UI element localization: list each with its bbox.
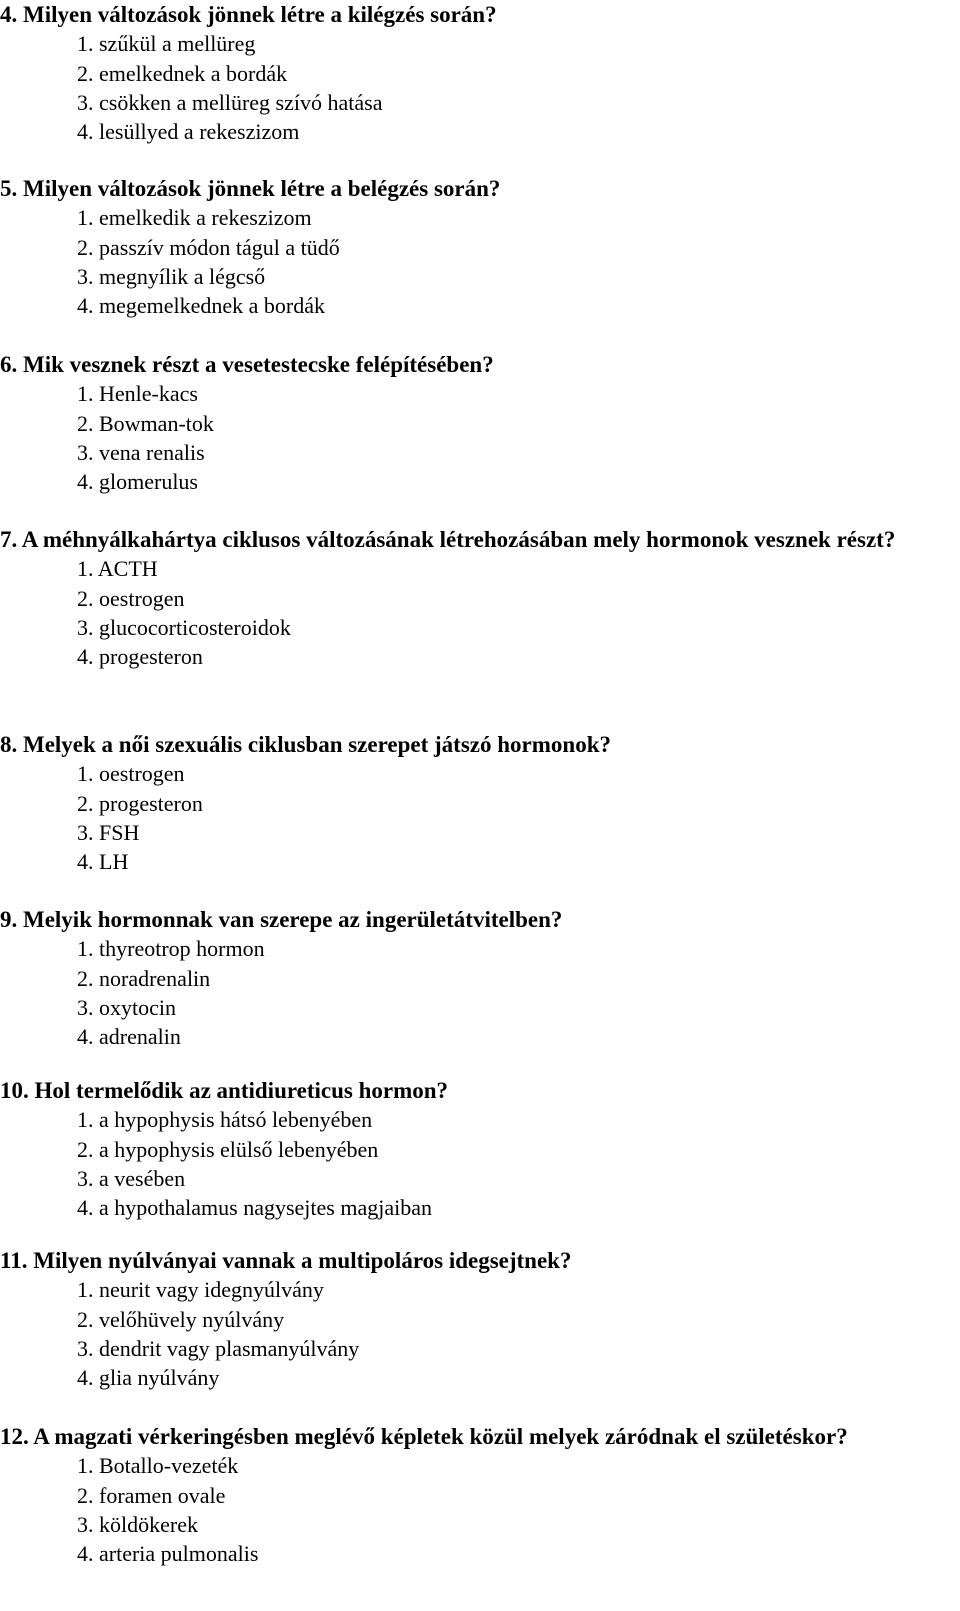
question-title: 5. Milyen változások jönnek létre a belégzés során? <box>0 176 501 201</box>
answer-option: 3. a vesében <box>77 1165 186 1191</box>
question-5 <box>0 174 950 320</box>
answer-option: 3. csökken a mellüreg szívó hatása <box>77 89 383 115</box>
question-title: 9. Melyik hormonnak van szerepe az ingerületátvitelben? <box>0 907 563 932</box>
answer-option: 3. glucocorticosteroidok <box>77 614 291 640</box>
question-7 <box>0 525 950 671</box>
answer-option: 3. FSH <box>77 819 140 845</box>
answer-option: 1. ACTH <box>77 556 158 582</box>
question-title: 7. A méhnyálkahártya ciklusos változásának létrehozásában mely hormonok vesznek részt? <box>0 527 896 552</box>
question-title: 12. A magzati vérkeringésben meglévő képletek közül melyek záródnak el születéskor? <box>0 1424 848 1449</box>
answer-option: 4. glomerulus <box>77 469 198 495</box>
answer-option: 4. LH <box>77 849 129 875</box>
question-4 <box>0 0 950 146</box>
answer-option: 2. progesteron <box>77 790 203 816</box>
answer-option: 1. neurit vagy idegnyúlvány <box>77 1277 324 1303</box>
answer-option: 3. köldökerek <box>77 1511 198 1537</box>
answer-option: 1. Botallo-vezeték <box>77 1453 239 1479</box>
question-10 <box>0 1076 950 1222</box>
answer-option: 1. emelkedik a rekeszizom <box>77 205 312 231</box>
answer-option: 2. velőhüvely nyúlvány <box>77 1306 285 1332</box>
answer-option: 3. dendrit vagy plasmanyúlvány <box>77 1335 360 1361</box>
answer-option: 1. a hypophysis hátsó lebenyében <box>77 1107 373 1133</box>
answer-option: 4. megemelkednek a bordák <box>77 293 326 319</box>
answer-option: 4. arteria pulmonalis <box>77 1541 259 1567</box>
question-9 <box>0 905 950 1051</box>
answer-option: 4. glia nyúlvány <box>77 1365 220 1391</box>
answer-option: 1. oestrogen <box>77 761 185 787</box>
answer-option: 2. foramen ovale <box>77 1482 226 1508</box>
question-title: 6. Mik vesznek részt a vesetestecske felépítésében? <box>0 352 494 377</box>
answer-option: 4. progesteron <box>77 644 203 670</box>
answer-option: 2. Bowman-tok <box>77 410 214 436</box>
answer-option: 3. megnyílik a légcső <box>77 263 266 289</box>
question-title: 8. Melyek a női szexuális ciklusban szerepet játszó hormonok? <box>0 732 611 757</box>
answer-option: 1. thyreotrop hormon <box>77 936 265 962</box>
answer-option: 2. a hypophysis elülső lebenyében <box>77 1136 379 1162</box>
answer-option: 2. passzív módon tágul a tüdő <box>77 234 340 260</box>
answer-option: 1. szűkül a mellüreg <box>77 31 256 57</box>
answer-option: 2. emelkednek a bordák <box>77 60 288 86</box>
answer-option: 2. oestrogen <box>77 585 185 611</box>
question-8 <box>0 730 950 876</box>
answer-option: 1. Henle-kacs <box>77 381 198 407</box>
answer-option: 4. lesüllyed a rekeszizom <box>77 119 300 145</box>
question-11 <box>0 1246 950 1392</box>
question-title: 4. Milyen változások jönnek létre a kilégzés során? <box>0 2 497 27</box>
answer-option: 2. noradrenalin <box>77 965 211 991</box>
answer-option: 3. oxytocin <box>77 994 176 1020</box>
answer-option: 4. a hypothalamus nagysejtes magjaiban <box>77 1195 432 1221</box>
question-title: 10. Hol termelődik az antidiureticus hormon? <box>0 1078 449 1103</box>
question-12 <box>0 1422 950 1568</box>
answer-option: 4. adrenalin <box>77 1024 181 1050</box>
question-title: 11. Milyen nyúlványai vannak a multipoláros idegsejtnek? <box>0 1248 572 1273</box>
answer-option: 3. vena renalis <box>77 439 205 465</box>
question-6 <box>0 350 950 496</box>
